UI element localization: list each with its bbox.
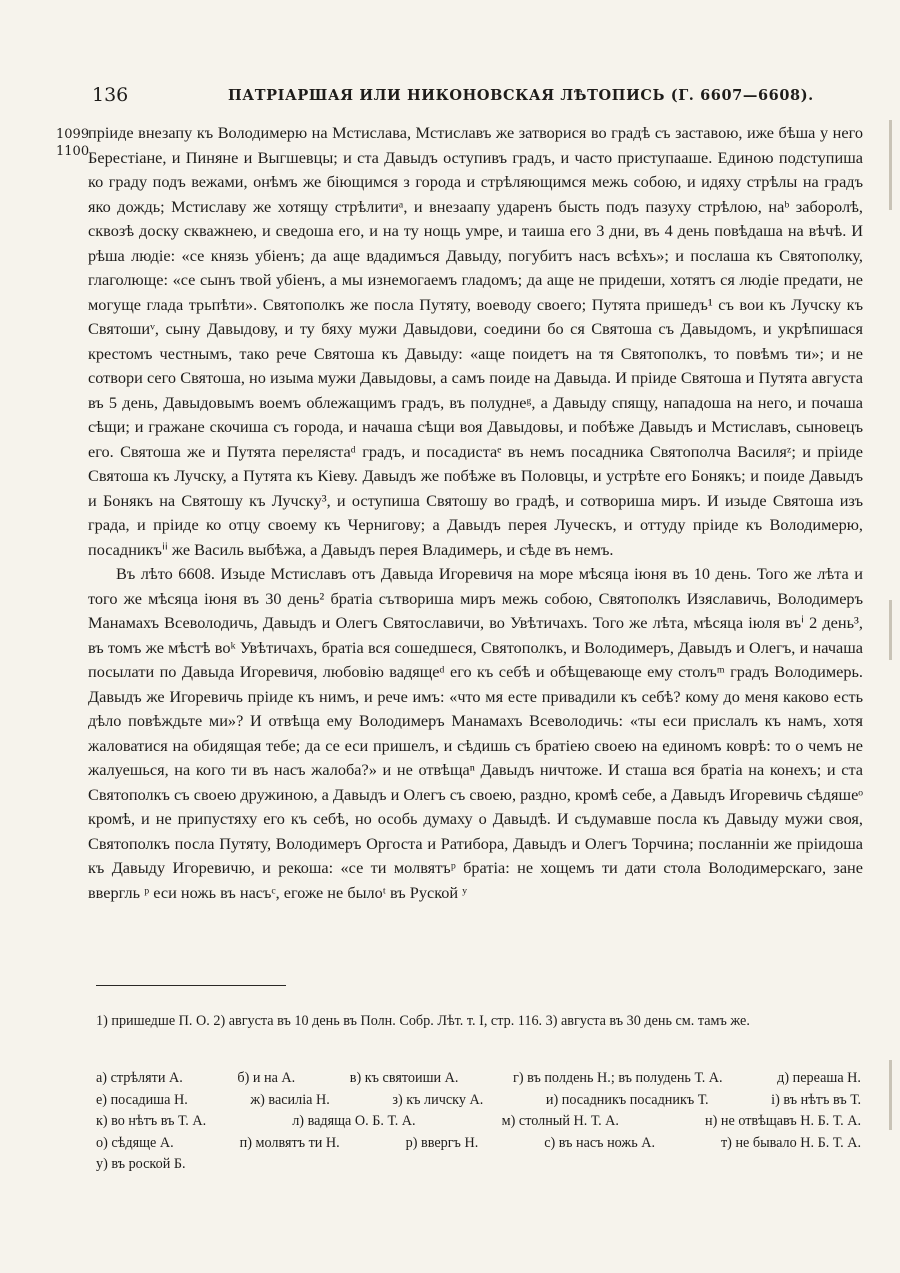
- variant-row: [96, 1154, 861, 1176]
- paragraph: пріиде внезапу къ Володимерю на Мстислава, Мстиславъ же затворися во градѣ съ заставою, иже бѣша у него Берестіане, и Пиняне и Выгшевцы; и ста Давыдъ оступивъ градъ, и часто приступааше. Единою подступиша ко граду подъ вежами, онѣмъ же біющимся з города и стрѣляющимся межь собою, и идяху стрѣлы на градъ яко дождь; Мстиславу же хотящу стрѣлитиᵃ, и внезаапу ударенъ бысть подъ пазуху стрѣлою, наᵇ заборолѣ, сквозѣ доску скважнею, и сведоша его, и на ту нощь умре, и таиша его 3 дни, въ 4 день повѣдаша на вѣчѣ. И рѣша людіе: «се князь убіенъ; да аще вдадимъся Давыду, погубитъ насъ всѣхъ»; и послаша къ Святополку, глаголюще: «се сынъ твой убіенъ, а мы изнемогаемъ гладомъ; да аще не придеши, хотятъ ся людіе предати, не могуще глада трьпѣти». Святополкъ же посла Путяту, воеводу своего; Путята пришедъ¹ съ вои къ Лучску къ Святошиᵛ, сыну Давыдову, и ту бяху мужи Давыдови, соедини бо ся Святоша съ Давыдомъ, и укрѣпишася крестомъ честнымъ, тако рече Святоша къ Давыду: «аще поидетъ на тя Святополкъ, то повѣмъ ти»; и не сотвори сего Святоша, но изыма мужи Давыдовы, а самъ поиде на Давыда. И пріиде Святоша и Путята августа въ 5 день, Давыдовымъ воемъ облежащимъ градъ, въ полуднеᵍ, а Давыду спящу, нападоша на него, и почаша сѣщи; и гражане скочиша съ города, и начаша сѣщи воя Давыдовы, и побѣже Давыдъ и Мстиславъ, сыновецъ его. Святоша же и Путята перелястаᵈ градъ, и посадистаᵉ въ немъ посадника Святополча Василяᶻ; и пріиде Святоша къ Лучску, а Путята къ Кіеву. Давыдъ же побѣже въ Половцы, и устрѣте его Бонякъ; и поиде Давыдъ и Бонякъ на Святошу къ Лучску³, и оступиша Святошу во градѣ, и сотвориша миръ. И изыде Святоша изъ града, и пріиде ко отцу своему къ Чернигову; а Давыдъ перея Луческъ, и оттуду пріиде къ Володимерю, посадникъⁱⁱ же Василь выбѣжа, а Давыдъ перея Владимерь, и сѣде въ немъ.: [88, 123, 863, 559]
- variant-note: і) въ нѣтъ въ Т.: [771, 1091, 861, 1108]
- variant-row: [96, 1111, 861, 1133]
- variant-note: т) не бывало Н. Б. Т. А.: [720, 1134, 861, 1151]
- variant-note: в) къ святоиши А.: [349, 1070, 459, 1086]
- variant-note: п) молвятъ ти Н.: [239, 1134, 340, 1151]
- page-edge-mark: [889, 1060, 892, 1130]
- variant-note: л) вадяща О. Б. Т. А.: [292, 1113, 416, 1129]
- variant-note: у) въ роской Б.: [96, 1156, 186, 1172]
- numbered-footnotes: 1) пришедше П. О. 2) августа въ 10 день въ Полн. Собр. Лѣт. т. I, стр. 116. 3) августа въ 30 день см. тамъ же.: [96, 1013, 750, 1029]
- variant-row: [96, 1090, 861, 1112]
- variant-note: а) стрѣляти А.: [96, 1070, 183, 1086]
- variant-note: с) въ насъ ножь А.: [544, 1134, 656, 1151]
- variant-note: д) переаша Н.: [777, 1070, 861, 1086]
- variant-note: е) посадиша Н.: [96, 1091, 188, 1108]
- page-edge-mark: [889, 600, 892, 660]
- variant-row: [96, 1133, 861, 1155]
- running-title: ПАТРІАРШАЯ ИЛИ НИКОНОВСКАЯ ЛѢТОПИСЬ (Г. 6607—6608).: [228, 87, 814, 104]
- page-edge-mark: [889, 120, 892, 210]
- margin-years: [56, 126, 92, 160]
- variant-readings: [96, 1068, 861, 1176]
- margin-year: 1099: [56, 127, 90, 142]
- variant-note: и) посадникъ посадникъ Т.: [545, 1091, 709, 1108]
- variant-note: б) и на А.: [237, 1070, 296, 1086]
- margin-year: 1100: [56, 144, 90, 159]
- page-header: [0, 84, 900, 114]
- variant-note: г) въ полдень Н.; въ полудень Т. А.: [513, 1070, 723, 1086]
- variant-note: ж) василіа Н.: [250, 1091, 330, 1108]
- variant-note: м) столный Н. Т. А.: [501, 1113, 619, 1129]
- variant-row: [96, 1068, 861, 1090]
- variant-note: к) во нѣтъ въ Т. А.: [96, 1113, 207, 1129]
- footnote-divider: [96, 985, 286, 986]
- variant-note: о) сѣдяще А.: [96, 1134, 174, 1151]
- variant-note: з) къ личску А.: [392, 1091, 484, 1108]
- variant-note: р) ввергъ Н.: [405, 1134, 479, 1151]
- chronicle-text: [88, 121, 863, 905]
- paragraph: Въ лѣто 6608. Изыде Мстиславъ отъ Давыда Игоревичя на море мѣсяца іюня въ 10 день. Того же лѣта и того же мѣсяца іюня въ 30 день² братіа сътвориша миръ межь собою, Святополкъ Изяславичь, Володимеръ Манамахъ Всеволодичь, Давыдъ и Олегъ Святославичи, во Увѣтичахъ. Того же лѣта, мѣсяца іюля въⁱ 2 день³, въ томъ же мѣстѣ воᵏ Увѣтичахъ, братіа вся сошедшеся, Святополкъ, и Володимеръ, Давыдъ и Олегъ, и начаша посылати по Давыда Игоревичя, любовію вадящеᵈ его къ себѣ и обѣщевающе ему столъᵐ градъ Володимерь. Давыдъ же Игоревичь пріиде къ нимъ, и рече имъ: «что мя есте привадили къ себѣ? кому до меня каково есть дѣло повѣждьте ми»? И отвѣща ему Володимеръ Манамахъ Всеволодичь: «ты еси прислалъ къ намъ, хотя жаловатися на обидящая тебе; да се еси пришелъ, и сѣдишь съ братіею своею на единомъ коврѣ: то о чемъ не жалуешься, на кого ти въ насъ жалоба?» и не отвѣщаⁿ Давыдъ ничтоже. И сташа вся братіа на конехъ; и ста Святополкъ съ своею дружиною, а Давыдъ и Олегъ съ своею, раздно, кромѣ себе, а Давыдъ Игоревичь сѣдяшеᵒ кромѣ, и не припустяху его къ себѣ, но особь думаху о Давыдѣ. И съдумавше посла къ Давыду мужи своя, Святополкъ посла Путяту, Володимеръ Оргоста и Ратибора, Давыдъ и Олегъ Торчина; посланніи же пріидоша къ Давыду Игоревичю, и рекоша: «се ти молвятъᵖ братіа: не хощемъ ти дати стола Володимерскаго, зане ввергль ᵖ еси ножь въ насъᶜ, егоже не былоᵗ въ Руской ʸ: [88, 564, 863, 902]
- variant-note: н) не отвѣщавъ Н. Б. Т. А.: [705, 1113, 861, 1129]
- page-number: 136: [92, 84, 129, 106]
